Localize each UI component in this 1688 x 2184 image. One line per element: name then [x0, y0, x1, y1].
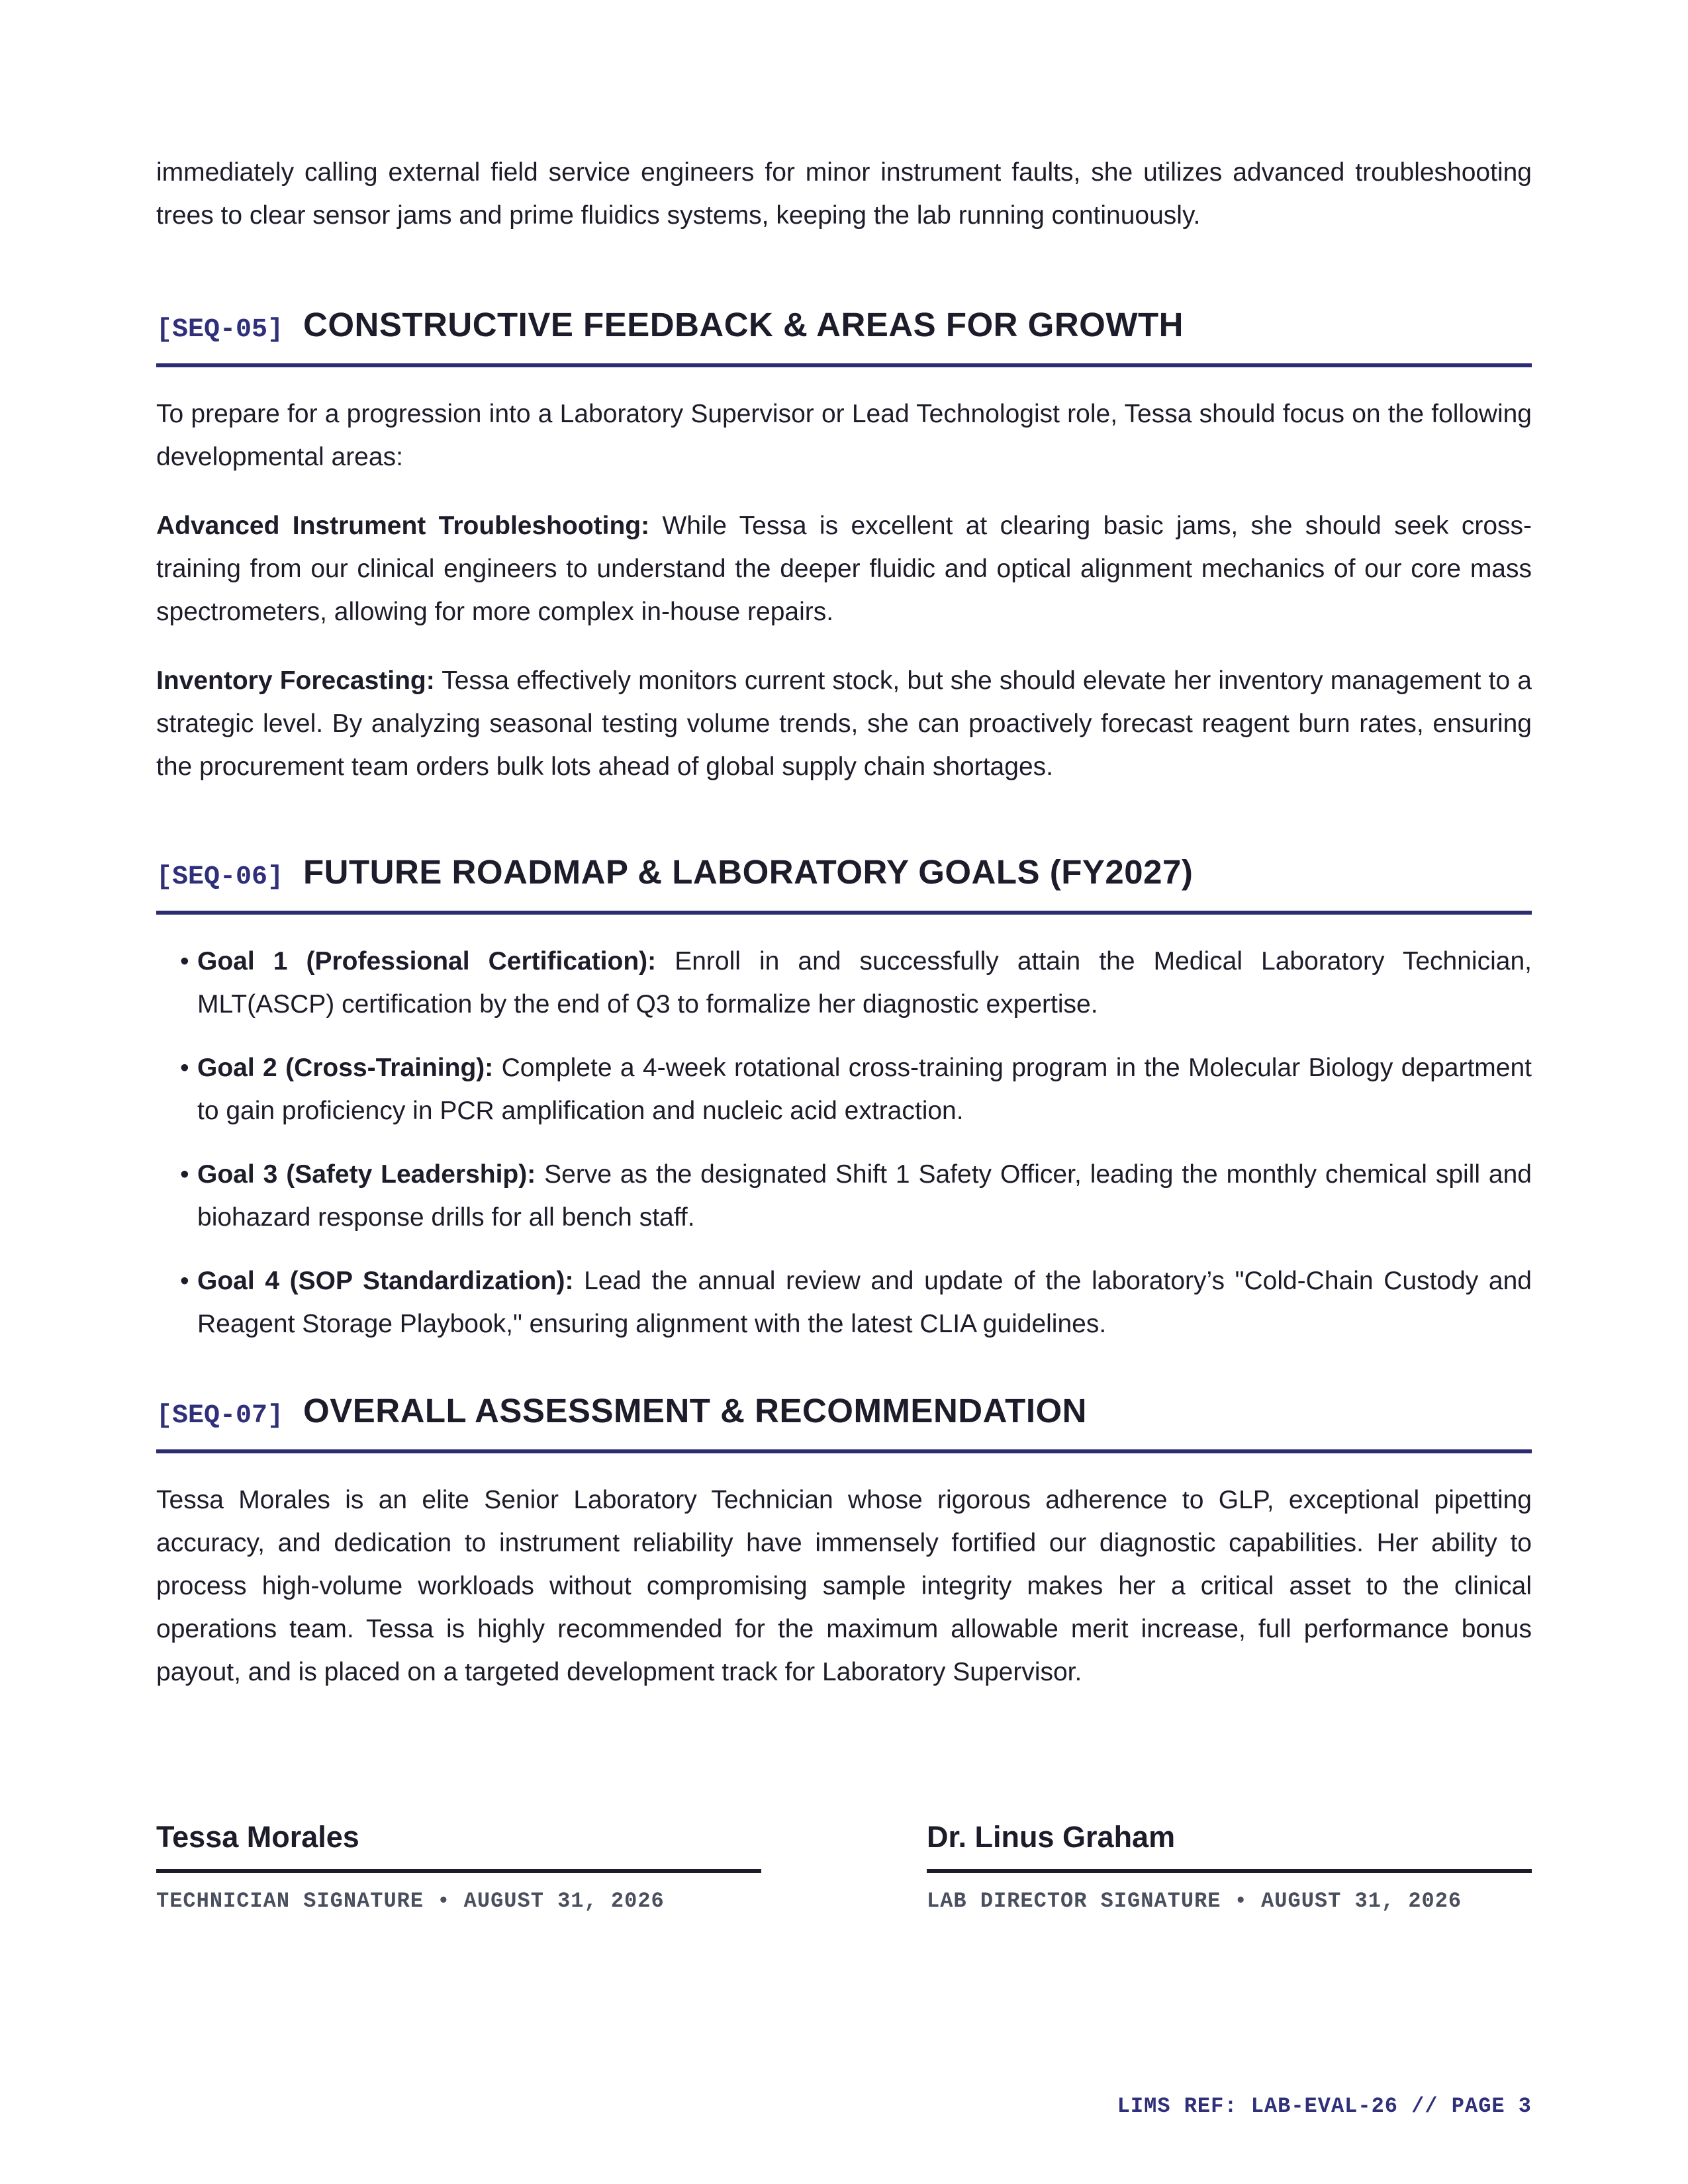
- section-header-seq-07: [156, 1389, 1532, 1453]
- section-seq-tag: [SEQ-05]: [156, 315, 284, 345]
- director-signature-name: Dr. Linus Graham: [927, 1820, 1532, 1873]
- intro-continuation-paragraph: immediately calling external field service engineers for minor instrument faults, she utilizes advanced troubleshooting trees to clear sensor jams and prime fluidics systems, keeping the lab running continuously.: [156, 158, 1532, 230]
- goal-lead: Goal 3 (Safety Leadership):: [197, 1160, 536, 1189]
- section-header-seq-05: [156, 303, 1532, 367]
- feedback-item-lead: Advanced Instrument Troubleshooting:: [156, 512, 650, 540]
- goal-lead: Goal 4 (SOP Standardization):: [197, 1267, 574, 1295]
- goal-text: Enroll in and successfully attain the Medical Laboratory Technician, MLT(ASCP) certification by the end of Q3 to formalize her diagnostic expertise.: [197, 947, 1532, 1019]
- section-title: FUTURE ROADMAP & LABORATORY GOALS (FY2027): [303, 853, 1194, 891]
- goal-item-4: [156, 1259, 1532, 1345]
- goal-item-1: [156, 940, 1532, 1026]
- feedback-item-lead: Inventory Forecasting:: [156, 666, 435, 695]
- document-body: [156, 151, 1532, 1694]
- feedback-item-text: While Tessa is excellent at clearing basic jams, she should seek cross-training from our clinical engineers to understand the deeper fluidic and optical alignment mechanics of our core mass spectrometers, allowing for more complex in-house repairs.: [156, 512, 1532, 626]
- feedback-item-troubleshooting: [156, 504, 1532, 633]
- section-seq-tag: [SEQ-06]: [156, 862, 284, 892]
- section-header-seq-06: [156, 850, 1532, 915]
- technician-signature-caption: TECHNICIAN SIGNATURE • AUGUST 31, 2026: [156, 1889, 665, 1913]
- technician-signature-name: Tessa Morales: [156, 1820, 761, 1873]
- feedback-intro-paragraph: To prepare for a progression into a Laboratory Supervisor or Lead Technologist role, Tessa should focus on the following developmental areas:: [156, 400, 1532, 471]
- goal-item-2: [156, 1046, 1532, 1132]
- signature-area: [156, 1820, 1532, 1913]
- bullet-icon: •: [180, 1267, 189, 1295]
- section-title: OVERALL ASSESSMENT & RECOMMENDATION: [303, 1392, 1087, 1430]
- bullet-icon: •: [180, 947, 189, 976]
- goal-text: Complete a 4-week rotational cross-training program in the Molecular Biology department to gain proficiency in PCR amplification and nucleic acid extraction.: [197, 1054, 1532, 1125]
- technician-signature-block: [156, 1820, 761, 1913]
- goal-text: Lead the annual review and update of the laboratory’s "Cold-Chain Custody and Reagent Storage Playbook," ensuring alignment with the latest CLIA guidelines.: [197, 1267, 1532, 1338]
- feedback-item-inventory: [156, 659, 1532, 788]
- goals-list: [156, 940, 1532, 1345]
- goal-item-3: [156, 1153, 1532, 1239]
- goal-text: Serve as the designated Shift 1 Safety Officer, leading the monthly chemical spill and biohazard response drills for all bench staff.: [197, 1160, 1532, 1232]
- footer-reference: LIMS REF: LAB-EVAL-26 // PAGE 3: [1117, 2094, 1532, 2118]
- feedback-item-text: Tessa effectively monitors current stock, but she should elevate her inventory management to a strategic level. By analyzing seasonal testing volume trends, she can proactively forecast reagent burn rates, ensuring the procurement team orders bulk lots ahead of global supply chain shortages.: [156, 666, 1532, 781]
- assessment-paragraph: Tessa Morales is an elite Senior Laboratory Technician whose rigorous adherence to GLP, exceptional pipetting accuracy, and dedication to instrument reliability have immensely fortified our diagnostic capabilities. Her ability to process high-volume workloads without compromising sample integrity makes her a critical asset to the clinical operations team. Tessa is highly recommended for the maximum allowable merit increase, full performance bonus payout, and is placed on a targeted development track for Laboratory Supervisor.: [156, 1486, 1532, 1686]
- bullet-icon: •: [180, 1160, 189, 1189]
- director-signature-caption: LAB DIRECTOR SIGNATURE • AUGUST 31, 2026: [927, 1889, 1462, 1913]
- section-seq-tag: [SEQ-07]: [156, 1401, 284, 1431]
- goal-lead: Goal 1 (Professional Certification):: [197, 947, 657, 976]
- bullet-icon: •: [180, 1054, 189, 1082]
- goal-lead: Goal 2 (Cross-Training):: [197, 1054, 494, 1082]
- director-signature-block: [927, 1820, 1532, 1913]
- section-title: CONSTRUCTIVE FEEDBACK & AREAS FOR GROWTH: [303, 306, 1184, 343]
